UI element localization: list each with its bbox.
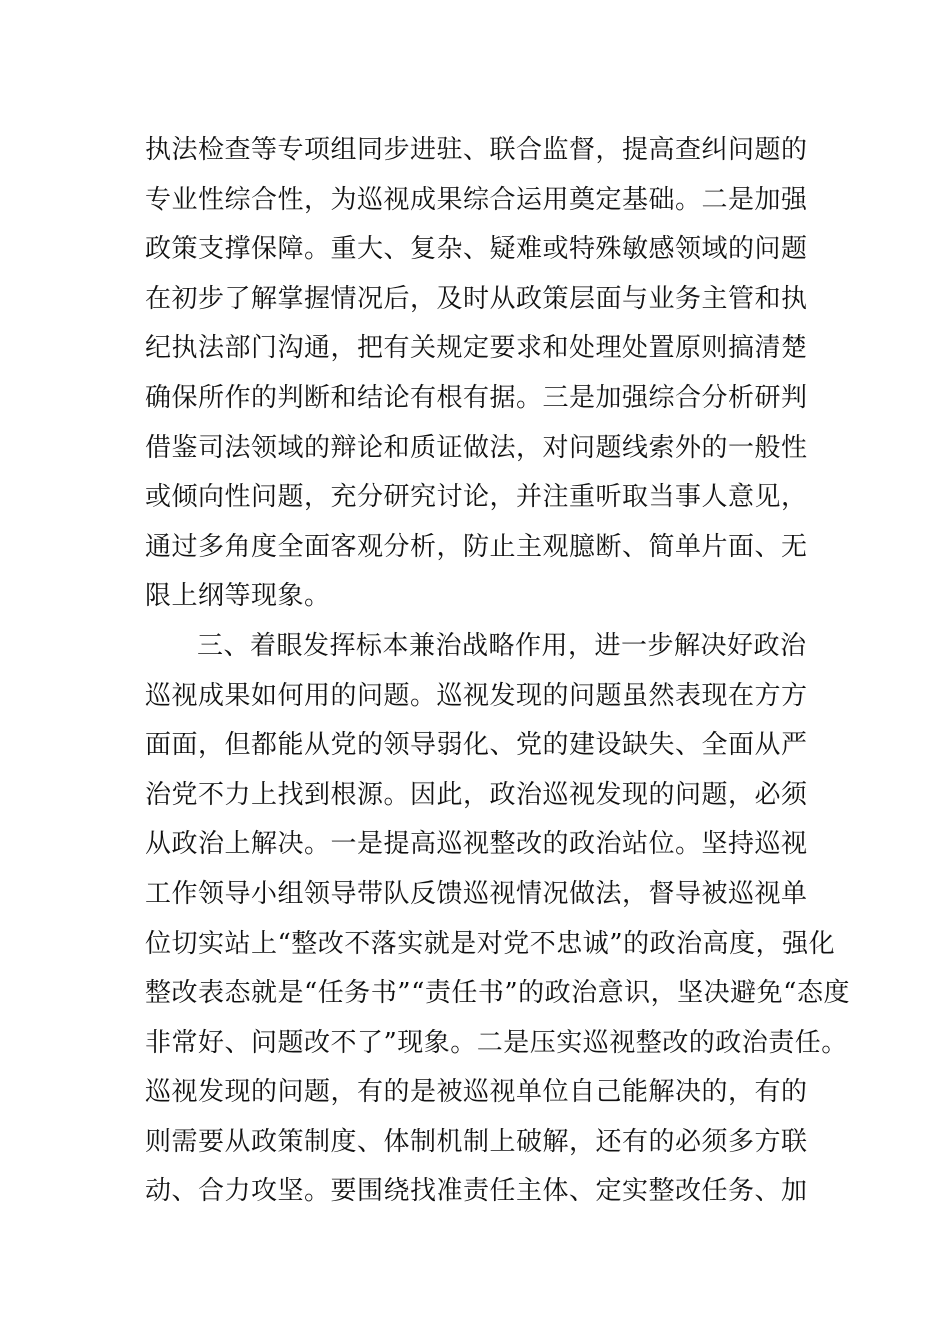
text-line: 面面，但都能从党的领导弱化、党的建设缺失、全面从严 xyxy=(145,730,808,761)
text-line: 巡视成果如何用的问题。巡视发现的问题虽然表现在方方 xyxy=(145,680,808,711)
text-line: 巡视发现的问题，有的是被巡视单位自己能解决的，有的 xyxy=(145,1077,808,1108)
text-line: 治党不力上找到根源。因此，政治巡视发现的问题，必须 xyxy=(145,779,808,810)
text-line: 则需要从政策制度、体制机制上破解，还有的必须多方联 xyxy=(145,1126,808,1157)
section-heading-line: 三、着眼发挥标本兼治战略作用，进一步解决好政治 xyxy=(197,630,807,661)
text-line: 借鉴司法领域的辩论和质证做法，对问题线索外的一般性 xyxy=(145,432,808,463)
text-line: 从政治上解决。一是提高巡视整改的政治站位。坚持巡视 xyxy=(145,829,808,860)
text-line: 整改表态就是“任务书”“责任书”的政治意识，坚决避免“态度 xyxy=(145,978,850,1009)
text-line: 动、合力攻坚。要围绕找准责任主体、定实整改任务、加 xyxy=(145,1176,808,1207)
text-line: 政策支撑保障。重大、复杂、疑难或特殊敏感领域的问题 xyxy=(145,234,808,265)
text-line: 工作领导小组领导带队反馈巡视情况做法，督导被巡视单 xyxy=(145,878,808,909)
text-line: 确保所作的判断和结论有根有据。三是加强综合分析研判 xyxy=(145,382,808,413)
text-line: 通过多角度全面客观分析，防止主观臆断、简单片面、无 xyxy=(145,531,808,562)
text-line: 专业性综合性，为巡视成果综合运用奠定基础。二是加强 xyxy=(145,184,808,215)
text-line: 在初步了解掌握情况后，及时从政策层面与业务主管和执 xyxy=(145,283,808,314)
text-line: 执法检查等专项组同步进驻、联合监督，提高查纠问题的 xyxy=(145,135,808,165)
text-line: 位切实站上“整改不落实就是对党不忠诚”的政治高度，强化 xyxy=(145,928,836,959)
text-line: 或倾向性问题，充分研究讨论，并注重听取当事人意见， xyxy=(145,482,808,513)
body-text xyxy=(145,126,850,1217)
text-line: 限上纲等现象。 xyxy=(145,581,331,612)
text-line: 非常好、问题改不了”现象。二是压实巡视整改的政治责任。 xyxy=(145,1027,848,1058)
text-line: 纪执法部门沟通，把有关规定要求和处理处置原则搞清楚 xyxy=(145,333,808,364)
